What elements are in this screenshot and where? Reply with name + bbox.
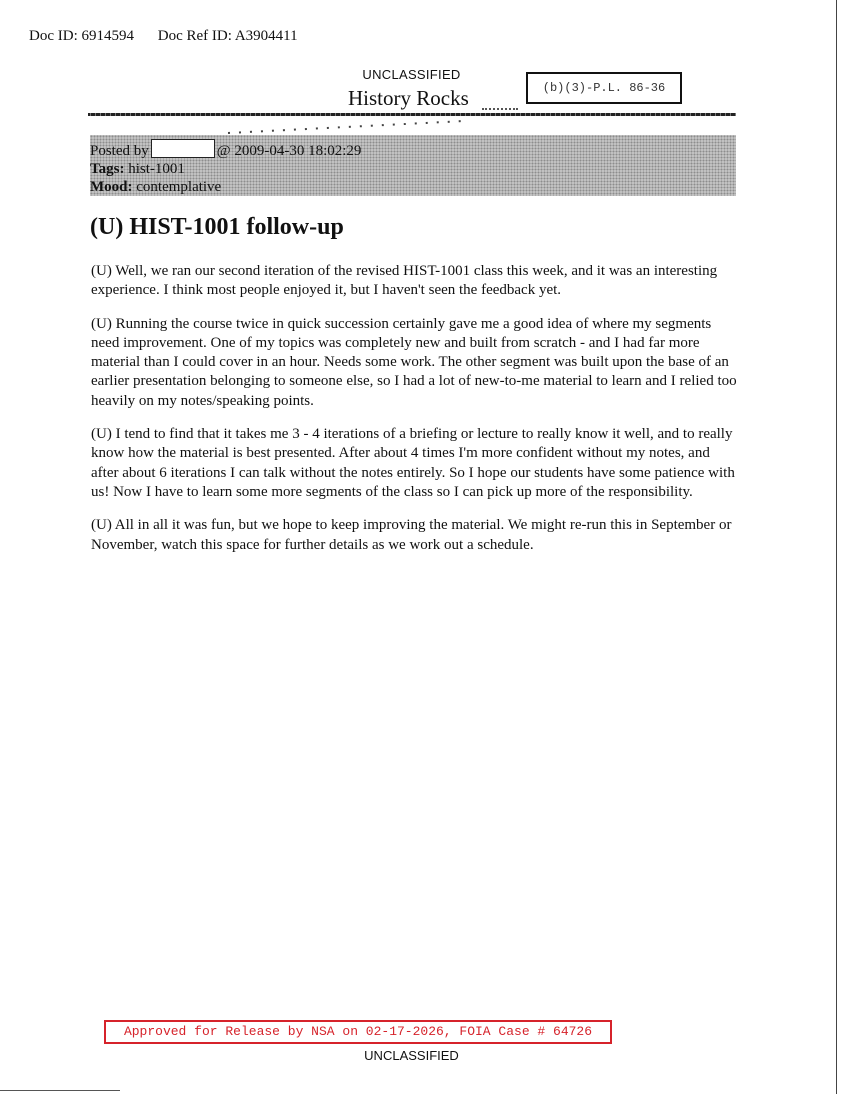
tags-line <box>90 160 736 178</box>
scan-edge-bottom <box>0 1090 120 1091</box>
tags-value[interactable]: hist-1001 <box>128 161 185 177</box>
post-paragraph: (U) Well, we ran our second iteration of the revised HIST-1001 class this week, and it was an interesting experience. I think most people enjoyed it, but I haven't seen the feedback yet. <box>91 263 718 299</box>
mood-line <box>90 178 736 196</box>
scan-edge-right <box>836 0 837 1094</box>
posted-by-line <box>90 139 736 160</box>
redaction-leader-dots <box>226 120 466 134</box>
exemption-leader-dots <box>482 108 518 110</box>
doc-ref-id: Doc Ref ID: A3904411 <box>157 28 298 44</box>
redacted-author <box>151 139 215 158</box>
header-rule <box>88 113 736 116</box>
tags-label: Tags: <box>90 161 125 177</box>
doc-id: Doc ID: 6914594 <box>29 28 134 44</box>
posted-by-label: Posted by <box>90 143 149 159</box>
post-title: (U) HIST-1001 follow-up <box>90 214 344 240</box>
classification-banner-bottom: UNCLASSIFIED <box>364 1048 459 1063</box>
post-paragraph: (U) I tend to find that it takes me 3 - 4 iterations of a briefing or lecture to really know it well, and to really know how the material is best presented. After about 4 times I'm more confident without my notes, and after about 6 iterations I can talk without the notes entirely. So I hope our students have some patience with us! Now I have to learn some more segments of the class so I can pick up more of the responsibility. <box>91 426 735 500</box>
post-paragraph: (U) Running the course twice in quick succession certainly gave me a good idea of where my segments need improvement. One of my topics was completely new and built from scratch - and I had far more material than I could cover in an hour. Needs some work. The other segment was built upon the base of an earlier presentation belonging to someone else, so I had a lot of new-to-me material to learn and I relied too heavily on my notes/speaking points. <box>91 315 737 409</box>
exemption-box: (b)(3)-P.L. 86-36 <box>526 72 682 104</box>
post-timestamp: @ 2009-04-30 18:02:29 <box>216 143 362 159</box>
release-stamp: Approved for Release by NSA on 02-17-2026, FOIA Case # 64726 <box>104 1020 612 1044</box>
post-paragraph: (U) All in all it was fun, but we hope to keep improving the material. We might re-run this in September or November, watch this space for further details as we work out a schedule. <box>91 517 732 553</box>
classification-banner-top: UNCLASSIFIED <box>362 67 461 82</box>
post-meta-bar <box>90 135 736 196</box>
document-id-line <box>29 28 298 45</box>
mood-value: contemplative <box>136 179 222 195</box>
mood-label: Mood: <box>90 179 133 195</box>
blog-title: History Rocks <box>348 86 469 110</box>
post-body <box>91 262 741 569</box>
